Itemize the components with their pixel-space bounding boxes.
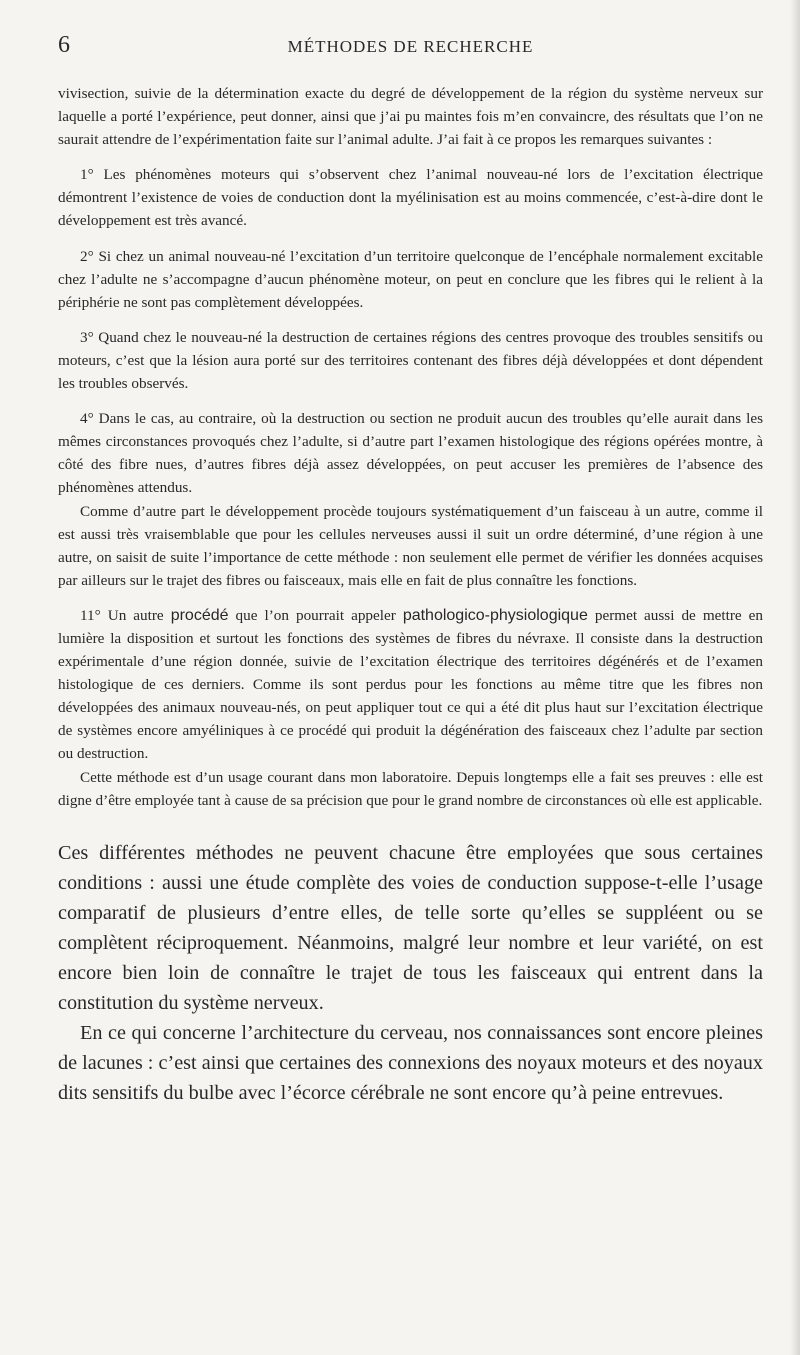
paragraph-remark-3: 3° Quand chez le nouveau-né la destruction de certaines régions des centres provoque des troubles sensitifs ou moteurs, c’est que la lésion aura porté sur des territoires contenant des fibres déjà développées et dont dépendent les troubles observés. xyxy=(58,328,763,393)
paragraph-brain-architecture: En ce qui concerne l’architecture du cerveau, nos connaissances sont encore pleines de lacunes : c’est ainsi que certaines des connexions des noyaux moteurs et des noyaux dits sensitifs du bulbe avec l’écorce cérébrale ne sont encore qu’à peine entrevues. xyxy=(58,1022,763,1105)
paragraph-method-11 xyxy=(58,604,763,766)
paragraph-laboratory-usage: Cette méthode est d’un usage courant dans mon laboratoire. Depuis longtemps elle a fait ses preuves : elle est digne d’être employée tant à cause de sa précision que pour le grand nombre de circonstances où elle est applicable. xyxy=(58,768,763,809)
page-number: 6 xyxy=(58,32,70,58)
method-11-lead: 11° Un autre xyxy=(80,606,171,624)
term-pathologico-physiologique: pathologico-physiologique xyxy=(402,606,588,624)
method-11-mid: que l’on pourrait appeler xyxy=(228,606,403,624)
page-edge-shadow xyxy=(790,0,800,1355)
paragraph-remark-2: 2° Si chez un animal nouveau-né l’excitation d’un territoire quelconque de l’encéphale normalement excitable chez l’adulte ne s’accompagne d’aucun phénomène moteur, on peut en conclure que les fibres qui le relient à la périphérie ne sont pas complètement développées. xyxy=(58,247,763,311)
paragraph-remark-1: 1° Les phénomènes moteurs qui s’observent chez l’animal nouveau-né lors de l’excitation électrique démontrent l’existence de voies de conduction dont la myélinisation est au moins commencée, c’est-à-dire dont le développement est très avancé. xyxy=(58,166,763,230)
paragraph-methods-conditions: Ces différentes méthodes ne peuvent chacune être employées que sous certaines conditions : aussi une étude complète des voies de conduction suppose-t-elle l’usage comparatif de plusieurs d’entre elles, de telle sorte qu’elles se suppléent ou se complètent réciproquement. Néanmoins, malgré leur nombre et leur variété, on est encore bien loin de connaître le trajet de tous les faisceaux qui entrent dans la constitution du système nerveux. xyxy=(58,841,763,1015)
paragraph-remark-4: 4° Dans le cas, au contraire, où la destruction ou section ne produit aucun des troubles qu’elle aurait dans les mêmes circonstances provoqués chez l’adulte, si d’autre part l’examen histologique des régions opérées montre, à côté des fibre nues, d’autres fibres déjà assez développées, on peut accuser les premières de l’absence des phénomènes attendus. xyxy=(58,410,763,497)
method-11-rest: permet aussi de mettre en lumière la disposition et surtout les fonctions des systèmes de fibres du névraxe. Il consiste dans la destruction expérimentale d’une région donnée, suivie de l’excitation électrique des territoires dégénérés et de l’examen histologique de ces derniers. Comme ils sont perdus pour les fonctions au même titre que les fibres non développées des animaux nouveau-nés, on peut appliquer tout ce qui a été dit plus haut sur l’excitation électrique de systèmes encore amyéliniques à ce procédé qui produit la dégénération des faisceaux chez l’adulte par section ou destruction. xyxy=(58,606,763,763)
page-header xyxy=(58,32,763,60)
running-title: MÉTHODES DE RECHERCHE xyxy=(287,37,534,56)
small-print-section xyxy=(58,82,763,812)
paragraph-vivisection: vivisection, suivie de la détermination exacte du degré de développement de la région du système nerveux sur laquelle a porté l’expérience, peut donner, ainsi que j’ai pu maintes fois m’en convaincre, des résultats que l’on ne saurait attendre de l’expérimentation faite sur l’animal adulte. J’ai fait à ce propos les remarques suivantes : xyxy=(58,85,763,149)
paragraph-development-order: Comme d’autre part le développement procède toujours systématiquement d’un faisceau à un autre, comme il est aussi très vraisemblable que pour les cellules nerveuses aussi il suit un ordre déterminé, d’une région à une autre, on saisit de suite l’importance de cette méthode : non seulement elle permet de vérifier les données acquises par ailleurs sur le trajet des fibres ou faisceaux, mais elle en fait de plus connaître les fonctions. xyxy=(58,502,763,589)
book-page xyxy=(58,32,763,1109)
large-print-section xyxy=(58,838,763,1109)
term-procede: procédé xyxy=(170,606,229,624)
